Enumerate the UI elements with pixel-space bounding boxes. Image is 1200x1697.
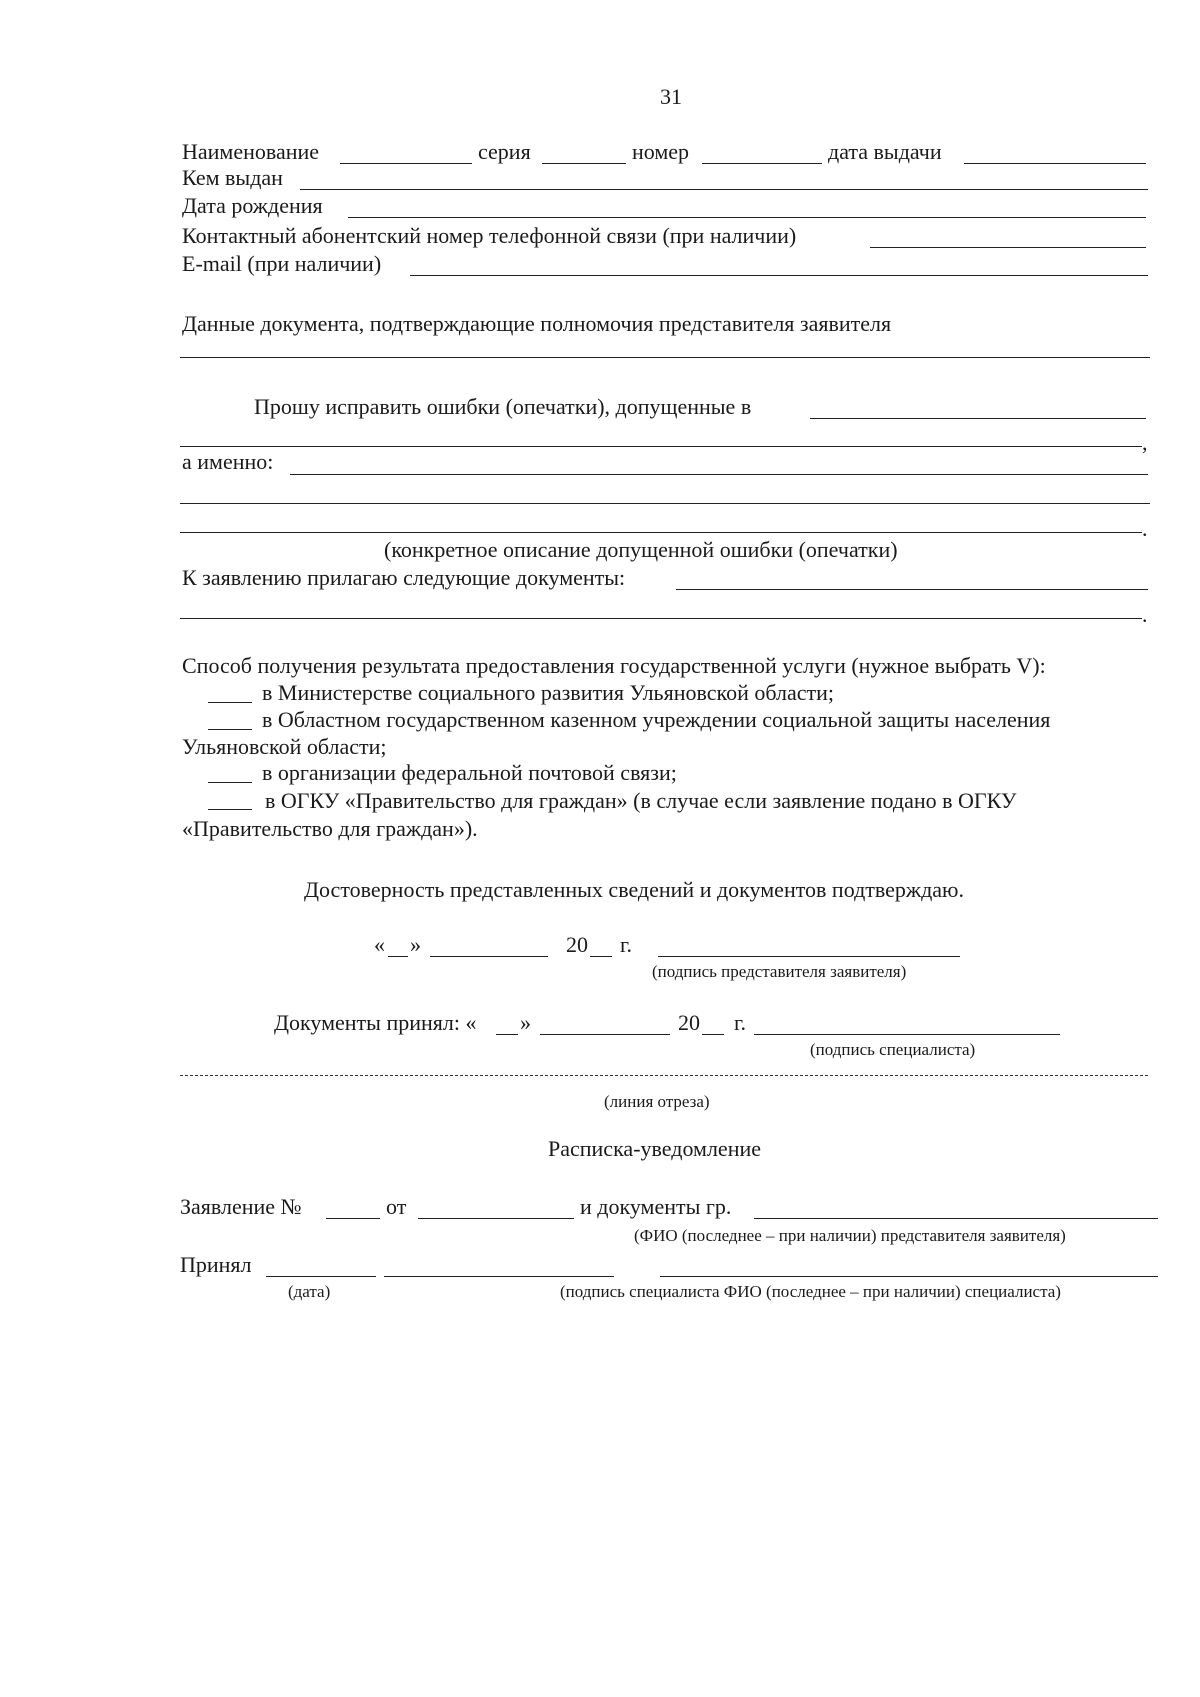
docs-label: и документы гр. — [580, 1194, 732, 1219]
attachments-field-2[interactable] — [180, 618, 1142, 619]
cut-line — [180, 1075, 1148, 1076]
confirm-date-close: » — [410, 932, 421, 957]
confirm-signature-field[interactable] — [658, 956, 960, 957]
receipt-date-hint: (дата) — [288, 1282, 331, 1301]
receipt-title: Расписка-уведомление — [548, 1136, 762, 1161]
namely-field-3[interactable] — [180, 532, 1142, 533]
confirm-text: Достоверность представленных сведений и документов подтверждаю. — [304, 877, 964, 902]
delivery-opt3: в организации федеральной почтовой связи; — [262, 760, 677, 785]
attachments-label: К заявлению прилагаю следующие документы: — [182, 565, 626, 590]
statement-label: Заявление № — [180, 1194, 302, 1219]
delivery-title: Способ получения результата предоставления государственной услуги (нужное выбрать V): — [182, 653, 1046, 678]
confirm-date-open: « — [374, 932, 385, 957]
namely-label: а именно: — [182, 449, 274, 474]
issue-date-label: дата выдачи — [828, 139, 942, 164]
receipt-date-field[interactable] — [266, 1276, 376, 1277]
delivery-opt2-checkbox[interactable] — [208, 729, 252, 730]
phone-label: Контактный абонентский номер телефонной связи (при наличии) — [182, 223, 797, 248]
authority-doc-field[interactable] — [180, 357, 1150, 358]
namely-field-2[interactable] — [180, 503, 1150, 504]
issue-date-field[interactable] — [964, 163, 1146, 164]
period-2: . — [1142, 602, 1148, 627]
confirm-day-field[interactable] — [388, 956, 408, 957]
series-field[interactable] — [542, 163, 626, 164]
accepted-year-field[interactable] — [702, 1034, 724, 1035]
delivery-opt4-line1: в ОГКУ «Правительство для граждан» (в случае если заявление подано в ОГКУ — [265, 788, 1017, 813]
issued-by-label: Кем выдан — [182, 165, 283, 190]
confirm-signature-hint: (подпись представителя заявителя) — [652, 962, 907, 981]
delivery-opt4-checkbox[interactable] — [208, 809, 252, 810]
correct-in-field[interactable] — [810, 418, 1146, 419]
attachments-field-1[interactable] — [676, 589, 1148, 590]
period: . — [1142, 516, 1148, 541]
receipt-accepted-label: Принял — [180, 1252, 252, 1277]
page-number: 31 — [660, 84, 682, 109]
email-label: E-mail (при наличии) — [182, 251, 382, 276]
name-label: Наименование — [182, 139, 320, 164]
birth-date-label: Дата рождения — [182, 193, 323, 218]
confirm-month-field[interactable] — [430, 956, 548, 957]
delivery-opt1: в Министерстве социального развития Ульяновской области; — [262, 680, 834, 705]
delivery-opt4-line2: «Правительство для граждан»). — [182, 816, 478, 841]
representative-fio-field[interactable] — [754, 1218, 1158, 1219]
delivery-opt3-checkbox[interactable] — [208, 782, 252, 783]
correct-in-field-2[interactable] — [180, 446, 1142, 447]
from-label: от — [386, 1194, 407, 1219]
receipt-specialist-fio-field[interactable] — [660, 1276, 1158, 1277]
fio-hint: (ФИО (последнее – при наличии) представителя заявителя) — [634, 1226, 1066, 1245]
authority-doc-label: Данные документа, подтверждающие полномочия представителя заявителя — [182, 311, 892, 336]
accepted-month-field[interactable] — [540, 1034, 670, 1035]
number-field[interactable] — [702, 163, 822, 164]
comma: , — [1142, 430, 1148, 455]
confirm-year-prefix: 20 — [566, 932, 588, 957]
accepted-signature-hint: (подпись специалиста) — [810, 1040, 976, 1059]
error-description-hint: (конкретное описание допущенной ошибки (опечатки) — [384, 537, 898, 562]
birth-date-field[interactable] — [348, 217, 1146, 218]
confirm-year-suffix: г. — [620, 932, 633, 957]
delivery-opt2-line2: Ульяновской области; — [182, 734, 387, 759]
statement-number-field[interactable] — [326, 1218, 380, 1219]
delivery-opt2-line1: в Областном государственном казенном учреждении социальной защиты населения — [262, 707, 1051, 732]
issued-by-field[interactable] — [300, 189, 1148, 190]
accepted-date-close: » — [520, 1010, 531, 1035]
email-field[interactable] — [410, 275, 1148, 276]
accepted-label: Документы принял: « — [274, 1010, 477, 1035]
name-field[interactable] — [340, 163, 472, 164]
accepted-day-field[interactable] — [496, 1034, 518, 1035]
accepted-signature-field[interactable] — [754, 1034, 1060, 1035]
confirm-year-field[interactable] — [590, 956, 612, 957]
delivery-opt1-checkbox[interactable] — [208, 702, 252, 703]
receipt-signature-hint: (подпись специалиста ФИО (последнее – при наличии) специалиста) — [560, 1282, 1061, 1301]
statement-date-field[interactable] — [418, 1218, 574, 1219]
correct-label: Прошу исправить ошибки (опечатки), допущенные в — [254, 394, 752, 419]
series-label: серия — [478, 139, 531, 164]
receipt-signature-field[interactable] — [384, 1276, 614, 1277]
accepted-year-suffix: г. — [734, 1010, 747, 1035]
namely-field-1[interactable] — [290, 474, 1148, 475]
cut-line-label: (линия отреза) — [604, 1092, 710, 1111]
accepted-year-prefix: 20 — [678, 1010, 700, 1035]
number-label: номер — [632, 139, 690, 164]
phone-field[interactable] — [870, 247, 1146, 248]
